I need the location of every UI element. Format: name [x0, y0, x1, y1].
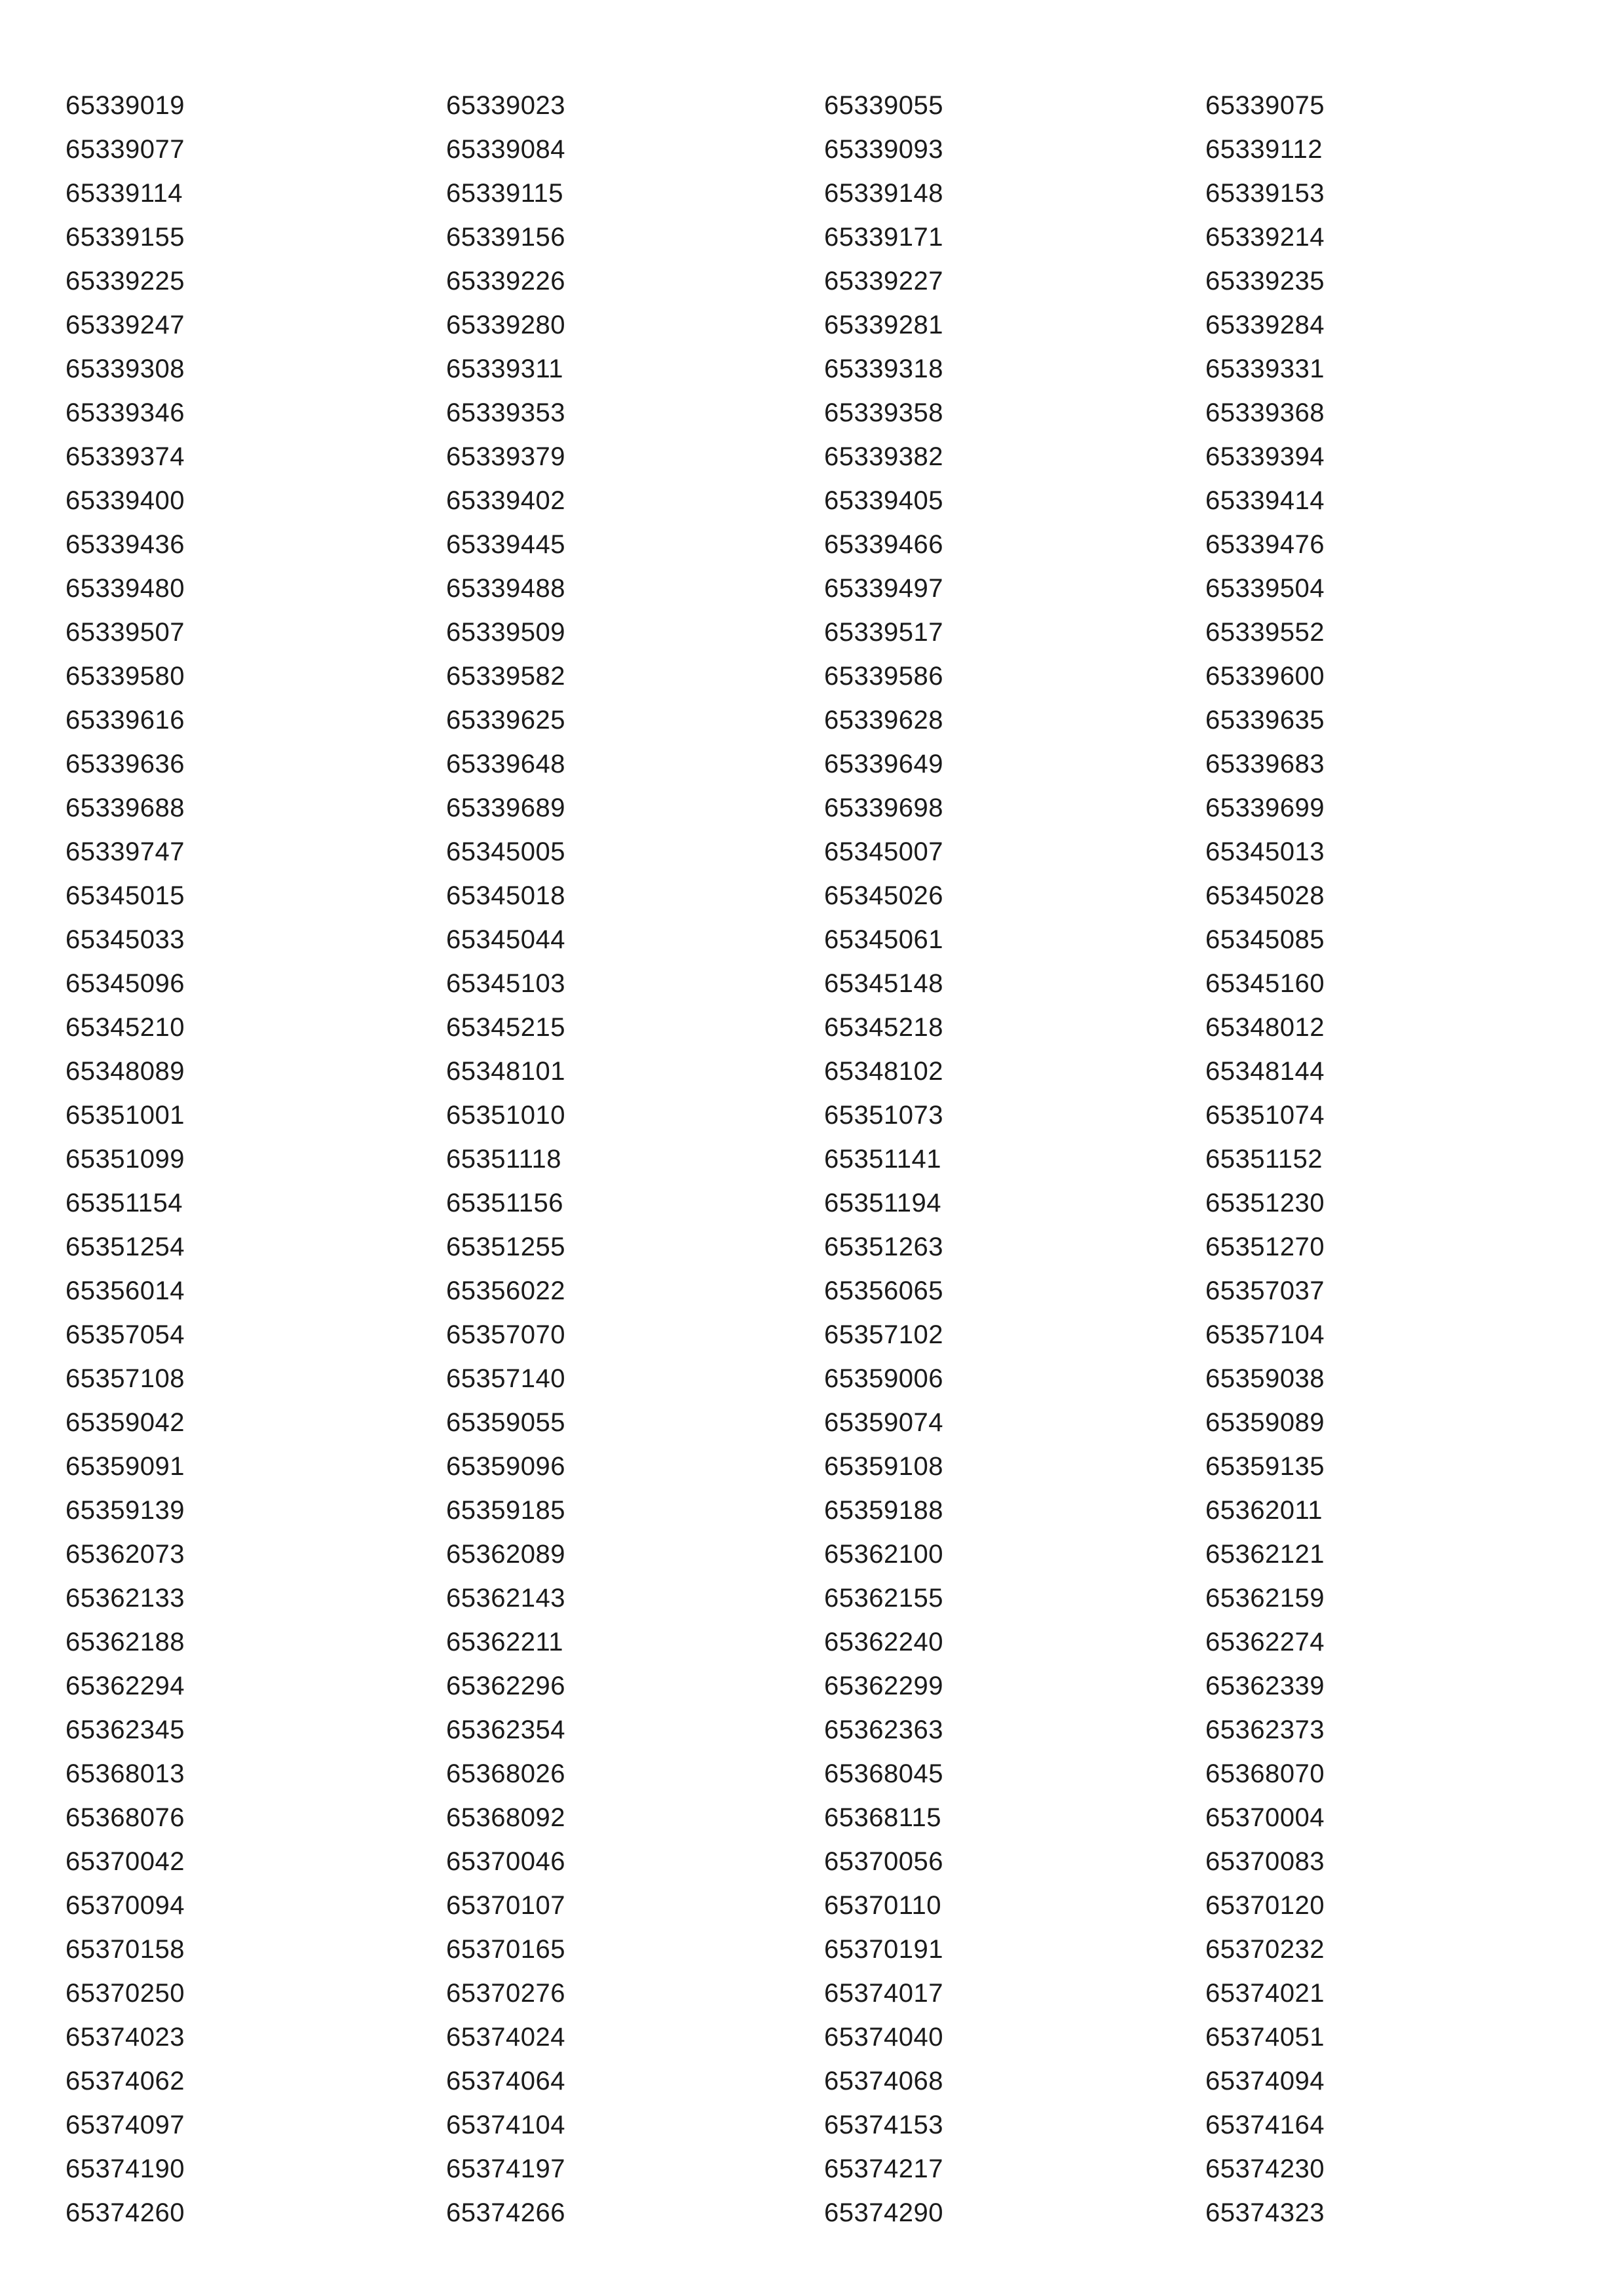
- number-entry: 65370120: [1205, 1891, 1325, 1920]
- number-entry: 65374017: [824, 1979, 943, 2008]
- number-entry: 65339368: [1205, 398, 1325, 427]
- number-entry: 65345103: [446, 969, 565, 998]
- number-entry: 65359091: [66, 1452, 185, 1481]
- number-entry: 65339688: [66, 794, 185, 822]
- number-entry: 65362363: [824, 1715, 943, 1744]
- number-entry: 65359055: [446, 1408, 565, 1437]
- number-entry: 65362274: [1205, 1628, 1325, 1656]
- number-entry: 65351152: [1205, 1145, 1323, 1174]
- number-entry: 65357102: [824, 1320, 943, 1349]
- number-entry: 65345218: [824, 1013, 943, 1042]
- number-entry: 65339625: [446, 706, 565, 735]
- number-entry: 65359042: [66, 1408, 185, 1437]
- number-entry: 65357104: [1205, 1320, 1325, 1349]
- number-entry: 65339517: [824, 618, 943, 647]
- number-entry: 65362339: [1205, 1672, 1325, 1700]
- number-entry: 65339648: [446, 750, 565, 778]
- number-entry: 65359074: [824, 1408, 943, 1437]
- number-entry: 65345160: [1205, 969, 1325, 998]
- number-entry: 65374197: [446, 2154, 565, 2183]
- number-entry: 65374230: [1205, 2154, 1325, 2183]
- number-entry: 65339115: [446, 179, 563, 208]
- number-entry: 65339586: [824, 662, 943, 691]
- number-entry: 65357140: [446, 1364, 565, 1393]
- number-entry: 65339476: [1205, 530, 1325, 559]
- number-entry: 65351154: [66, 1189, 183, 1217]
- number-entry: 65339552: [1205, 618, 1325, 647]
- number-entry: 65339683: [1205, 750, 1325, 778]
- number-entry: 65348144: [1205, 1057, 1325, 1086]
- number-entry: 65351270: [1205, 1233, 1325, 1261]
- number-entry: 65374064: [446, 2067, 565, 2095]
- number-entry: 65339509: [446, 618, 565, 647]
- number-entry: 65368070: [1205, 1759, 1325, 1788]
- number-entry: 65345026: [824, 881, 943, 910]
- number-entry: 65357070: [446, 1320, 565, 1349]
- number-entry: 65345007: [824, 837, 943, 866]
- number-entry: 65362133: [66, 1584, 185, 1613]
- number-entry: 65339600: [1205, 662, 1325, 691]
- number-entry: 65345018: [446, 881, 565, 910]
- number-entry: 65339114: [66, 179, 183, 208]
- number-entry: 65339281: [824, 311, 943, 339]
- number-entry: 65339247: [66, 311, 185, 339]
- number-entry: 65339374: [66, 442, 185, 471]
- number-entry: 65374094: [1205, 2067, 1325, 2095]
- number-entry: 65351255: [446, 1233, 565, 1261]
- number-entry: 65339394: [1205, 442, 1325, 471]
- number-entry: 65374023: [66, 2023, 185, 2052]
- number-entry: 65359188: [824, 1496, 943, 1525]
- number-entry: 65357037: [1205, 1276, 1325, 1305]
- number-entry: 65339112: [1205, 135, 1323, 164]
- number-entry: 65339353: [446, 398, 565, 427]
- number-entry: 65339497: [824, 574, 943, 603]
- number-entry: 65370110: [824, 1891, 941, 1920]
- number-entry: 65339308: [66, 354, 185, 383]
- number-entry: 65374266: [446, 2198, 565, 2227]
- number-entry: 65357108: [66, 1364, 185, 1393]
- number-entry: 65339699: [1205, 794, 1325, 822]
- number-entry: 65345013: [1205, 837, 1325, 866]
- number-entry: 65339504: [1205, 574, 1325, 603]
- number-entry: 65356022: [446, 1276, 565, 1305]
- number-entry: 65339284: [1205, 311, 1325, 339]
- number-entry: 65351141: [824, 1145, 941, 1174]
- number-entry: 65359108: [824, 1452, 943, 1481]
- number-entry: 65351194: [824, 1189, 941, 1217]
- number-entry: 65339225: [66, 267, 185, 296]
- number-entry: 65339318: [824, 354, 943, 383]
- number-entry: 65374024: [446, 2023, 565, 2052]
- number-entry: 65359089: [1205, 1408, 1325, 1437]
- number-entry: 65339616: [66, 706, 185, 735]
- number-entry: 65374062: [66, 2067, 185, 2095]
- number-entry: 65370165: [446, 1935, 565, 1964]
- number-entry: 65374290: [824, 2198, 943, 2227]
- number-entry: 65339226: [446, 267, 565, 296]
- number-entry: 65339635: [1205, 706, 1325, 735]
- number-entry: 65339488: [446, 574, 565, 603]
- number-entry: 65374153: [824, 2111, 943, 2139]
- number-entry: 65339628: [824, 706, 943, 735]
- number-entry: 65345028: [1205, 881, 1325, 910]
- number-entry: 65351010: [446, 1101, 565, 1130]
- number-entry: 65339382: [824, 442, 943, 471]
- number-entry: 65359006: [824, 1364, 943, 1393]
- number-entry: 65370083: [1205, 1847, 1325, 1876]
- number-entry: 65359096: [446, 1452, 565, 1481]
- number-entry: 65357054: [66, 1320, 185, 1349]
- number-entry: 65370276: [446, 1979, 565, 2008]
- number-entry: 65339436: [66, 530, 185, 559]
- number-entry: 65374323: [1205, 2198, 1325, 2227]
- number-entry: 65345061: [824, 925, 943, 954]
- number-entry: 65339698: [824, 794, 943, 822]
- number-entry: 65370042: [66, 1847, 185, 1876]
- number-entry: 65351001: [66, 1101, 185, 1130]
- number-entry: 65348012: [1205, 1013, 1325, 1042]
- number-entry: 65374021: [1205, 1979, 1325, 2008]
- number-entry: 65370094: [66, 1891, 185, 1920]
- number-entry: 65339402: [446, 486, 565, 515]
- number-entry: 65362354: [446, 1715, 565, 1744]
- number-entry: 65339075: [1205, 91, 1325, 120]
- number-entry: 65362159: [1205, 1584, 1325, 1613]
- number-entry: 65339084: [446, 135, 565, 164]
- number-entry: 65339480: [66, 574, 185, 603]
- number-entry: 65351099: [66, 1145, 185, 1174]
- number-entry: 65345015: [66, 881, 185, 910]
- number-entry: 65345085: [1205, 925, 1325, 954]
- number-entry: 65359185: [446, 1496, 565, 1525]
- number-entry: 65359038: [1205, 1364, 1325, 1393]
- number-entry: 65374040: [824, 2023, 943, 2052]
- number-entry: 65345148: [824, 969, 943, 998]
- number-entry: 65370232: [1205, 1935, 1325, 1964]
- number-entry: 65362155: [824, 1584, 943, 1613]
- number-entry: 65374164: [1205, 2111, 1325, 2139]
- number-entry: 65345215: [446, 1013, 565, 1042]
- number-entry: 65370056: [824, 1847, 943, 1876]
- number-list: [66, 84, 1467, 2235]
- number-entry: 65370004: [1205, 1803, 1325, 1832]
- number-entry: 65339093: [824, 135, 943, 164]
- number-entry: 65374217: [824, 2154, 943, 2183]
- number-entry: 65374068: [824, 2067, 943, 2095]
- number-entry: 65345096: [66, 969, 185, 998]
- number-entry: 65339466: [824, 530, 943, 559]
- number-entry: 65368026: [446, 1759, 565, 1788]
- number-entry: 65345005: [446, 837, 565, 866]
- number-entry: 65362240: [824, 1628, 943, 1656]
- number-entry: 65351074: [1205, 1101, 1325, 1130]
- number-entry: 65339346: [66, 398, 185, 427]
- number-entry: 65370250: [66, 1979, 185, 2008]
- number-entry: 65339019: [66, 91, 185, 120]
- number-entry: 65339582: [446, 662, 565, 691]
- number-entry: 65370107: [446, 1891, 565, 1920]
- number-entry: 65359135: [1205, 1452, 1325, 1481]
- number-entry: 65351263: [824, 1233, 943, 1261]
- number-entry: 65339689: [446, 794, 565, 822]
- number-entry: 65339280: [446, 311, 565, 339]
- number-entry: 65374051: [1205, 2023, 1325, 2052]
- number-entry: 65368013: [66, 1759, 185, 1788]
- number-entry: 65370158: [66, 1935, 185, 1964]
- number-entry: 65339636: [66, 750, 185, 778]
- number-entry: 65374097: [66, 2111, 185, 2139]
- number-entry: 65345044: [446, 925, 565, 954]
- number-entry: 65348102: [824, 1057, 943, 1086]
- number-entry: 65351118: [446, 1145, 562, 1174]
- number-entry: 65339580: [66, 662, 185, 691]
- number-entry: 65374260: [66, 2198, 185, 2227]
- number-entry: 65359139: [66, 1496, 185, 1525]
- number-entry: 65339331: [1205, 354, 1325, 383]
- number-entry: 65339023: [446, 91, 565, 120]
- number-entry: 65339055: [824, 91, 943, 120]
- number-entry: 65362299: [824, 1672, 943, 1700]
- number-entry: 65362345: [66, 1715, 185, 1744]
- number-entry: 65339414: [1205, 486, 1325, 515]
- number-entry: 65345033: [66, 925, 185, 954]
- number-entry: 65351073: [824, 1101, 943, 1130]
- number-entry: 65370191: [824, 1935, 943, 1964]
- number-entry: 65362373: [1205, 1715, 1325, 1744]
- number-entry: 65356065: [824, 1276, 943, 1305]
- number-entry: 65362296: [446, 1672, 565, 1700]
- number-entry: 65362089: [446, 1540, 565, 1569]
- number-entry: 65339148: [824, 179, 943, 208]
- number-entry: 65345210: [66, 1013, 185, 1042]
- number-entry: 65339311: [446, 354, 563, 383]
- number-entry: 65362073: [66, 1540, 185, 1569]
- number-entry: 65339227: [824, 267, 943, 296]
- number-entry: 65339507: [66, 618, 185, 647]
- number-entry: 65362011: [1205, 1496, 1323, 1525]
- number-entry: 65368076: [66, 1803, 185, 1832]
- number-entry: 65348101: [446, 1057, 565, 1086]
- number-entry: 65362121: [1205, 1540, 1325, 1569]
- number-entry: 65351156: [446, 1189, 563, 1217]
- number-entry: 65339445: [446, 530, 565, 559]
- number-entry: 65339156: [446, 223, 565, 252]
- number-entry: 65362188: [66, 1628, 185, 1656]
- number-entry: 65339155: [66, 223, 185, 252]
- number-entry: 65368092: [446, 1803, 565, 1832]
- number-entry: 65339379: [446, 442, 565, 471]
- number-entry: 65362143: [446, 1584, 565, 1613]
- number-entry: 65339400: [66, 486, 185, 515]
- number-entry: 65374190: [66, 2154, 185, 2183]
- number-entry: 65370046: [446, 1847, 565, 1876]
- number-entry: 65339747: [66, 837, 185, 866]
- number-entry: 65362100: [824, 1540, 943, 1569]
- number-entry: 65339405: [824, 486, 943, 515]
- number-entry: 65368045: [824, 1759, 943, 1788]
- number-entry: 65339171: [824, 223, 943, 252]
- number-entry: 65339235: [1205, 267, 1325, 296]
- number-entry: 65348089: [66, 1057, 185, 1086]
- number-entry: 65351230: [1205, 1189, 1325, 1217]
- number-entry: 65339649: [824, 750, 943, 778]
- number-entry: 65351254: [66, 1233, 185, 1261]
- number-entry: 65339153: [1205, 179, 1325, 208]
- number-entry: 65339358: [824, 398, 943, 427]
- number-entry: 65362211: [446, 1628, 563, 1656]
- number-entry: 65356014: [66, 1276, 185, 1305]
- number-entry: 65374104: [446, 2111, 565, 2139]
- number-entry: 65339077: [66, 135, 185, 164]
- number-entry: 65368115: [824, 1803, 941, 1832]
- number-entry: 65362294: [66, 1672, 185, 1700]
- number-entry: 65339214: [1205, 223, 1325, 252]
